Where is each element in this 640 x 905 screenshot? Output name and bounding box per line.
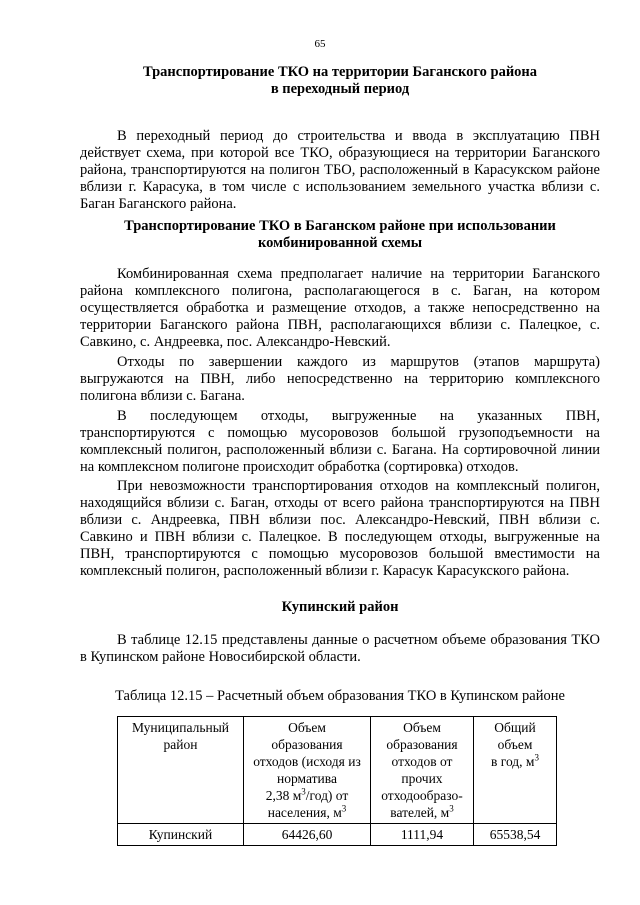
paragraph-combined-1: Комбинированная схема предполагает наличие на территории Баганского района комплексного полигона, располагающегося в с. Баган, на котором осуществляется обработка и размещение отходов, а также непосредственно на территории Баганского района ПВН, располагающихся вблизи с. Палецкое, с. Савкино, с. Андреевка, пос. Александро-Невский. xyxy=(80,266,600,350)
table-caption: Таблица 12.15 – Расчетный объем образования ТКО в Купинском районе xyxy=(115,688,565,704)
paragraph-combined-2: Отходы по завершении каждого из маршрутов (этапов маршрута) выгружаются на ПВН, либо непосредственно на территорию комплексного полигона вблизи с. Багана. xyxy=(80,354,600,404)
heading-line: в переходный период xyxy=(270,81,410,97)
paragraph-transition: В переходный период до строительства и ввода в эксплуатацию ПВН действует схема, при которой все ТКО, образующиеся на территории Баганского района, транспортируются на полигон ТБО, расположенный в Карасукском районе вблизи г. Карасука, в том числе с использованием земельного участка вблизи с. Баган Баганского района. xyxy=(80,128,600,212)
header-population-volume: Объем образования отходов (исходя из норматива 2,38 $м^3/год$) от населения, $м^3$ xyxy=(244,717,371,824)
table-row xyxy=(118,824,557,846)
table-header-row xyxy=(118,717,557,824)
paragraph-combined-4: При невозможности транспортирования отходов на комплексный полигон, находящийся вблизи с. Баган, отходы от всего района транспортируются на ПВН вблизи с. Андреевка, ПВН вблизи пос. Александро-Невский, ПВН вблизи с. Савкино и ПВН вблизи с. Палецкое. В последующем отходы, выгруженные на ПВН, транспортируются с помощью мусоровозов большой вместимости на комплексный полигон, расположенный вблизи г. Карасук Карасукского района. xyxy=(80,478,600,579)
heading-line: Транспортирование ТКО в Баганском районе при использовании xyxy=(124,218,556,234)
section-heading-combined-scheme xyxy=(80,218,600,252)
heading-line: комбинированной схемы xyxy=(257,235,423,251)
cell-total-volume: 65538,54 xyxy=(474,824,557,846)
header-other-volume: Объем образования отходов от прочих отходообразо- вателей, $м^3$ xyxy=(371,717,474,824)
cell-district: Купинский xyxy=(118,824,244,846)
header-district: Муниципальный район xyxy=(118,717,244,824)
waste-volume-table xyxy=(117,716,557,846)
paragraph-kupinsky: В таблице 12.15 представлены данные о расчетном объеме образования ТКО в Купинском районе Новосибирской области. xyxy=(80,632,600,665)
cell-population-volume: 64426,60 xyxy=(244,824,371,846)
section-heading-kupinsky: Купинский район xyxy=(281,599,399,615)
paragraph-combined-3: В последующем отходы, выгруженные на указанных ПВН, транспортируются с помощью мусоровозов большой грузоподъемности на комплексный полигон, расположенный вблизи с. Багана. На сортировочной линии на комплексном полигоне происходит обработка (сортировка) отходов. xyxy=(80,408,600,475)
cell-other-volume: 1111,94 xyxy=(371,824,474,846)
heading-line: Транспортирование ТКО на территории Баганского района xyxy=(142,64,538,80)
section-heading-transport-transition xyxy=(80,64,600,98)
header-total-volume: Общий объем в год, $м^3$ xyxy=(474,717,557,824)
page-number: 65 xyxy=(314,38,326,50)
